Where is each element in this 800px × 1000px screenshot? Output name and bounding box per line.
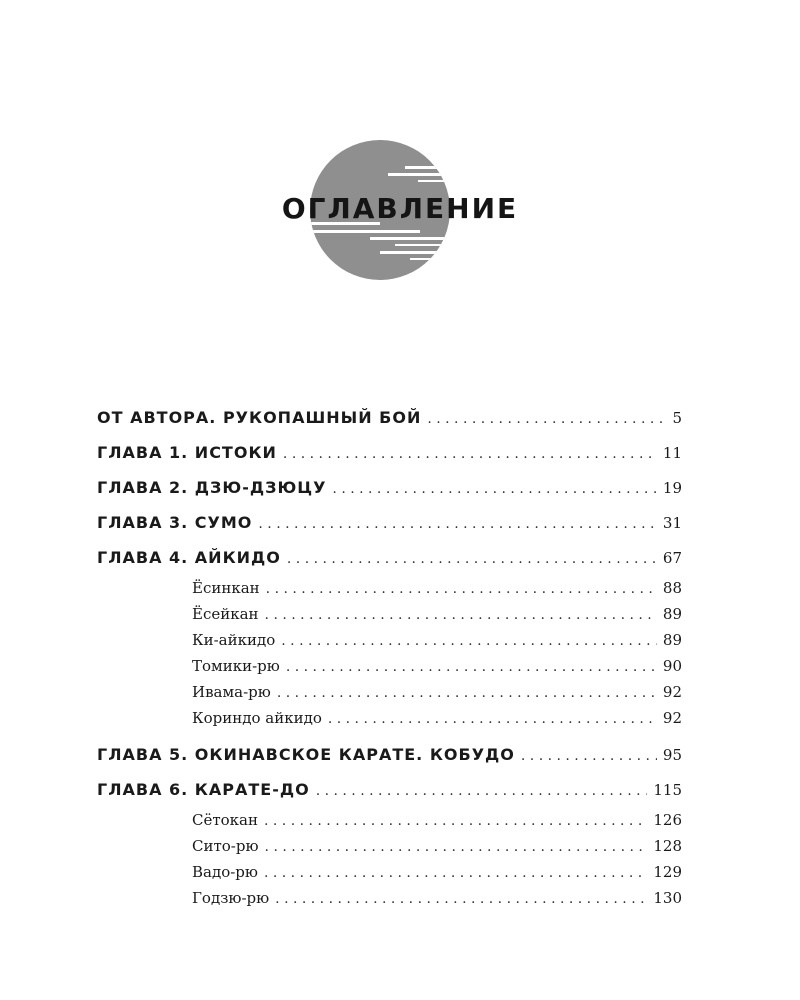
- toc-chapter-title: ГЛАВА 2. ДЗЮ-ДЗЮЦУ: [97, 478, 327, 497]
- toc-chapter-title: ГЛАВА 6. КАРАТЕ-ДО: [97, 780, 310, 799]
- toc-page-number: 126: [653, 811, 682, 829]
- toc-section-title: Ёсейкан: [192, 605, 259, 623]
- toc-chapter-title: ОТ АВТОРА. РУКОПАШНЫЙ БОЙ: [97, 408, 422, 427]
- toc-chapter-title: ГЛАВА 4. АЙКИДО: [97, 548, 281, 567]
- toc-chapter-row[interactable]: [97, 737, 682, 772]
- toc-page-number: 11: [662, 444, 682, 462]
- toc-page-number: 88: [662, 579, 682, 597]
- toc-section-row[interactable]: [97, 705, 682, 731]
- toc-header: [260, 140, 540, 280]
- toc-page-number: 92: [662, 683, 682, 701]
- dot-leader: [264, 808, 647, 834]
- dot-leader: [264, 860, 647, 886]
- toc-section-row[interactable]: [97, 601, 682, 627]
- toc-section-title: Годзю-рю: [192, 889, 270, 907]
- toc-page-number: 19: [662, 479, 682, 497]
- toc-section-row[interactable]: [97, 653, 682, 679]
- toc-page-number: 128: [653, 837, 682, 855]
- toc-chapter-title: ГЛАВА 5. ОКИНАВСКОЕ КАРАТЕ. КОБУДО: [97, 745, 515, 764]
- toc-chapter-row[interactable]: [97, 772, 682, 807]
- dot-leader: [265, 834, 648, 860]
- page-title: ОГЛАВЛЕНИЕ: [281, 192, 519, 225]
- toc-section-title: Томики-рю: [192, 657, 280, 675]
- toc-section-title: Ёсинкан: [192, 579, 260, 597]
- toc-page-number: 95: [662, 746, 682, 764]
- dot-leader: [521, 739, 657, 774]
- toc-section-row[interactable]: [97, 627, 682, 653]
- toc-section-row[interactable]: [97, 679, 682, 705]
- toc-section-title: Сито-рю: [192, 837, 259, 855]
- toc-section-title: Вадо-рю: [192, 863, 258, 881]
- dot-leader: [286, 654, 657, 680]
- toc-page-number: 67: [662, 549, 682, 567]
- dot-leader: [287, 542, 657, 577]
- toc-page-number: 129: [653, 863, 682, 881]
- toc-page-number: 89: [662, 631, 682, 649]
- toc-page-number: 5: [672, 409, 682, 427]
- toc-section-title: Кориндо айкидо: [192, 709, 322, 727]
- dot-leader: [328, 706, 657, 732]
- dot-leader: [265, 602, 657, 628]
- dot-leader: [266, 576, 657, 602]
- toc-page-number: 31: [662, 514, 682, 532]
- dot-leader: [427, 402, 666, 437]
- dot-leader: [258, 507, 657, 542]
- toc-chapter-row[interactable]: [97, 470, 682, 505]
- toc-chapter-title: ГЛАВА 1. ИСТОКИ: [97, 443, 277, 462]
- dot-leader: [275, 886, 647, 912]
- dot-leader: [316, 774, 648, 809]
- toc-chapter-row[interactable]: [97, 540, 682, 575]
- toc-chapter-row[interactable]: [97, 505, 682, 540]
- toc-section-title: Ивама-рю: [192, 683, 271, 701]
- toc-section-row[interactable]: [97, 807, 682, 833]
- toc-page-number: 130: [653, 889, 682, 907]
- toc-page-number: 115: [653, 781, 682, 799]
- table-of-contents: [97, 400, 682, 911]
- toc-section-title: Сётокан: [192, 811, 258, 829]
- toc-chapter-row[interactable]: [97, 400, 682, 435]
- dot-leader: [281, 628, 657, 654]
- toc-section-row[interactable]: [97, 885, 682, 911]
- toc-page-number: 89: [662, 605, 682, 623]
- dot-leader: [277, 680, 657, 706]
- toc-chapter-row[interactable]: [97, 435, 682, 470]
- toc-section-row[interactable]: [97, 859, 682, 885]
- dot-leader: [283, 437, 657, 472]
- toc-section-row[interactable]: [97, 833, 682, 859]
- toc-page-number: 90: [662, 657, 682, 675]
- toc-chapter-title: ГЛАВА 3. СУМО: [97, 513, 253, 532]
- dot-leader: [332, 472, 656, 507]
- toc-page-number: 92: [662, 709, 682, 727]
- toc-section-row[interactable]: [97, 575, 682, 601]
- toc-section-title: Ки-айкидо: [192, 631, 276, 649]
